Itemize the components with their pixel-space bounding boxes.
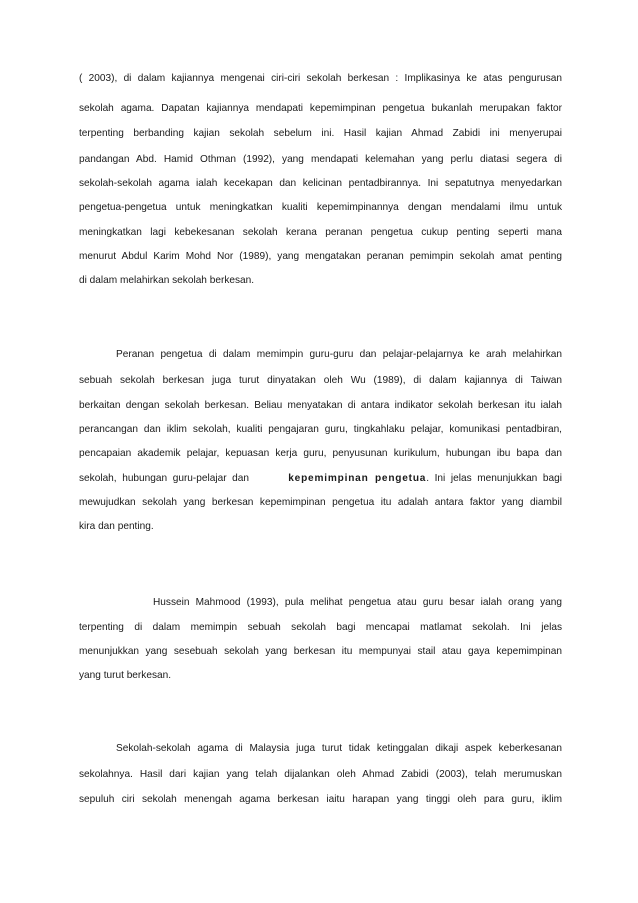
- paragraph-2-line-5: pencapaian akademik pelajar, kepuasan kerja guru, penyusunan kurikulum, hubungan ibu bapa dan: [79, 448, 562, 459]
- paragraph-2-line-3: berkaitan dengan sekolah berkesan. Beliau menyatakan di antara indikator sekolah berkesan itu ialah: [79, 400, 562, 411]
- paragraph-1-line-9: di dalam melahirkan sekolah berkesan.: [79, 275, 255, 286]
- paragraph-3-line-1: Hussein Mahmood (1993), pula melihat pengetua atau guru besar ialah orang yang: [153, 597, 562, 608]
- paragraph-1-line-6: pengetua-pengetua untuk meningkatkan kualiti kepemimpinannya dengan mendalami ilmu untuk: [79, 202, 562, 213]
- paragraph-4-line-1: Sekolah-sekolah agama di Malaysia juga turut tidak ketinggalan dikaji aspek keberkesanan: [116, 743, 562, 754]
- paragraph-2-line-8: kira dan penting.: [79, 521, 154, 532]
- paragraph-1-line-3: terpenting berbanding kajian sekolah sebelum ini. Hasil kajian Ahmad Zabidi ini menyerupai: [79, 128, 562, 139]
- paragraph-2-line-4: perancangan dan iklim sekolah, kualiti pengajaran guru, tingkahlaku pelajar, komunikasi pentadbiran,: [79, 424, 562, 435]
- paragraph-2-line-2: sebuah sekolah berkesan juga turut dinyatakan oleh Wu (1989), di dalam kajiannya di Taiwan: [79, 375, 562, 386]
- paragraph-4-line-2: sekolahnya. Hasil dari kajian yang telah dijalankan oleh Ahmad Zabidi (2003), telah merumuskan: [79, 769, 562, 780]
- paragraph-1-line-2: sekolah agama. Dapatan kajiannya mendapati kepemimpinan pengetua bukanlah merupakan faktor: [79, 103, 562, 114]
- paragraph-2-line-6: [79, 473, 562, 485]
- paragraph-1-line-8: menurut Abdul Karim Mohd Nor (1989), yang mengatakan peranan pemimpin sekolah amat penting: [79, 251, 562, 262]
- bold-phrase: kepemimpinan pengetua: [288, 473, 427, 484]
- paragraph-3-line-4: yang turut berkesan.: [79, 670, 172, 681]
- paragraph-2-line-7: mewujudkan sekolah yang berkesan kepemimpinan pengetua itu adalah antara faktor yang diambil: [79, 497, 562, 508]
- line-text-before-bold: sekolah, hubungan guru-pelajar dan: [79, 473, 250, 484]
- paragraph-1-line-5: sekolah-sekolah agama ialah kecekapan dan kelicinan pentadbirannya. Ini sepatutnya menyedarkan: [79, 178, 562, 189]
- paragraph-1-line-1: ( 2003), di dalam kajiannya mengenai ciri-ciri sekolah berkesan : Implikasinya ke atas pengurusan: [79, 73, 562, 84]
- line-text-after-bold: . Ini jelas menunjukkan bagi: [426, 473, 562, 484]
- paragraph-3-line-3: menunjukkan yang sesebuah sekolah yang berkesan itu mempunyai stail atau gaya kepemimpinan: [79, 646, 562, 657]
- paragraph-1-line-4: pandangan Abd. Hamid Othman (1992), yang mendapati kelemahan yang perlu diatasi segera di: [79, 154, 562, 165]
- paragraph-2-line-1: Peranan pengetua di dalam memimpin guru-guru dan pelajar-pelajarnya ke arah melahirkan: [116, 349, 562, 360]
- paragraph-4-line-3: sepuluh ciri sekolah menengah agama berkesan iaitu harapan yang tinggi oleh para guru, iklim: [79, 794, 562, 805]
- paragraph-3-line-2: terpenting di dalam memimpin sebuah sekolah bagi mencapai matlamat sekolah. Ini jelas: [79, 622, 562, 633]
- paragraph-1-line-7: meningkatkan lagi kebekesanan sekolah kerana peranan pengetua cukup penting seperti mana: [79, 227, 562, 238]
